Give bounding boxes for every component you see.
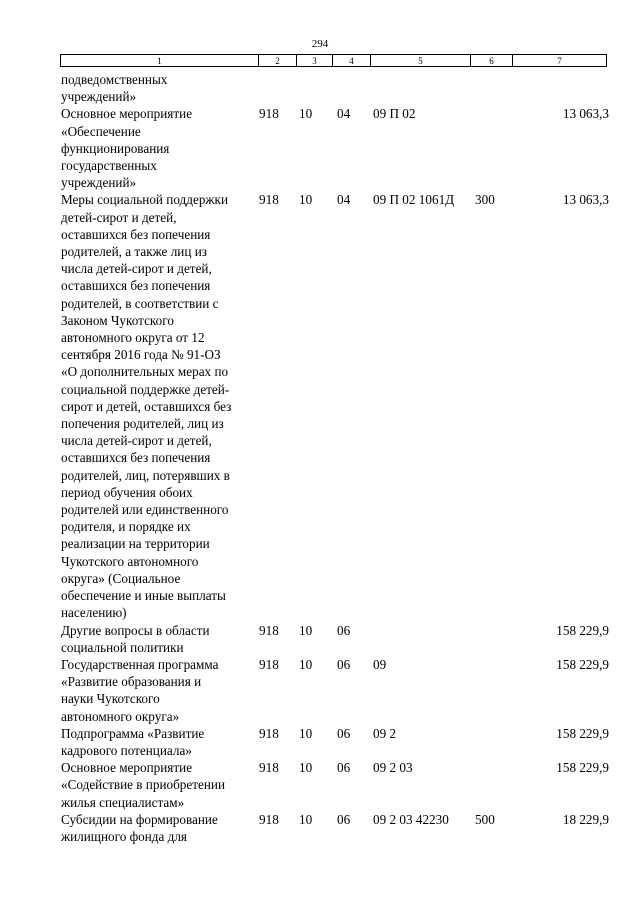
page-number: 294 [311,38,329,50]
amount: 158 229,9 [556,760,609,776]
column-number-header [60,54,607,67]
section-code: 10 [299,725,313,741]
column-number-1: 1 [61,55,259,66]
row-name: Основное мероприятие «Обеспечение функционирования государственных учреждений» [61,106,193,191]
table-row [61,105,611,191]
subsection-code: 06 [337,622,351,638]
target-article: 09 2 03 [373,760,413,776]
ministry-code: 918 [259,192,279,208]
ministry-code: 918 [259,106,279,122]
amount: 13 063,3 [562,192,609,208]
target-article: 09 2 03 42230 [373,811,449,827]
ministry-code: 918 [259,811,279,827]
section-code: 10 [299,192,313,208]
subsection-code: 06 [337,656,351,672]
column-number-5: 5 [371,55,471,66]
budget-table [61,71,611,845]
target-article: 09 [373,656,387,672]
amount: 158 229,9 [556,725,609,741]
amount: 158 229,9 [556,622,609,638]
ministry-code: 918 [259,760,279,776]
column-number-4: 4 [333,55,371,66]
table-row [61,622,611,656]
table-row [61,71,611,105]
target-article: 09 2 [373,725,397,741]
subsection-code: 06 [337,811,351,827]
amount: 13 063,3 [562,106,609,122]
section-code: 10 [299,106,313,122]
subsection-code: 04 [337,192,351,208]
target-article: 09 П 02 1061Д [373,192,455,208]
column-number-7: 7 [557,56,562,66]
ministry-code: 918 [259,656,279,672]
section-code: 10 [299,760,313,776]
row-name: Другие вопросы в области социальной политики [61,622,210,655]
row-name: Меры социальной поддержки детей-сирот и детей, оставшихся без попечения родителей, а также лиц из числа детей-сирот и детей, оставшихся без попечения родителей, в соответствии с Законом Чукотского автономного округа от 12 сентября 2016 года № 91-ОЗ «О дополнительных мерах по социальной поддержке детей- сирот и детей, оставшихся без попечения родителей, лиц из числа детей-сирот и детей, оставшихся без попечения родителей, лиц, потерявших в период обучения обоих родителей или единственного родителя, и порядке их реализации на территории Чукотского автономного округа» (Социальное обеспечение и иные выплаты населению) [61,192,232,621]
row-name: Подпрограмма «Развитие кадрового потенциала» [61,725,205,758]
table-row [61,191,611,621]
row-name: Основное мероприятие «Содействие в приобретении жилья специалистам» [61,760,226,810]
section-code: 10 [299,622,313,638]
row-name: подведомственных учреждений» [61,72,168,105]
amount: 18 229,9 [562,811,609,827]
expense-type: 500 [475,811,495,827]
amount: 158 229,9 [556,656,609,672]
ministry-code: 918 [259,622,279,638]
target-article: 09 П 02 [373,106,416,122]
section-code: 10 [299,811,313,827]
row-name: Субсидии на формирование жилищного фонда для [61,811,218,844]
row-name: Государственная программа «Развитие образования и науки Чукотского автономного округа» [61,656,219,724]
ministry-code: 918 [259,725,279,741]
table-row [61,725,611,759]
table-row [61,811,611,845]
subsection-code: 06 [337,760,351,776]
table-row [61,759,611,811]
subsection-code: 06 [337,725,351,741]
section-code: 10 [299,656,313,672]
subsection-code: 04 [337,106,351,122]
column-number-2: 2 [259,55,297,66]
column-number-3: 3 [297,55,333,66]
table-row [61,656,611,725]
column-number-6: 6 [471,55,513,66]
expense-type: 300 [475,192,495,208]
